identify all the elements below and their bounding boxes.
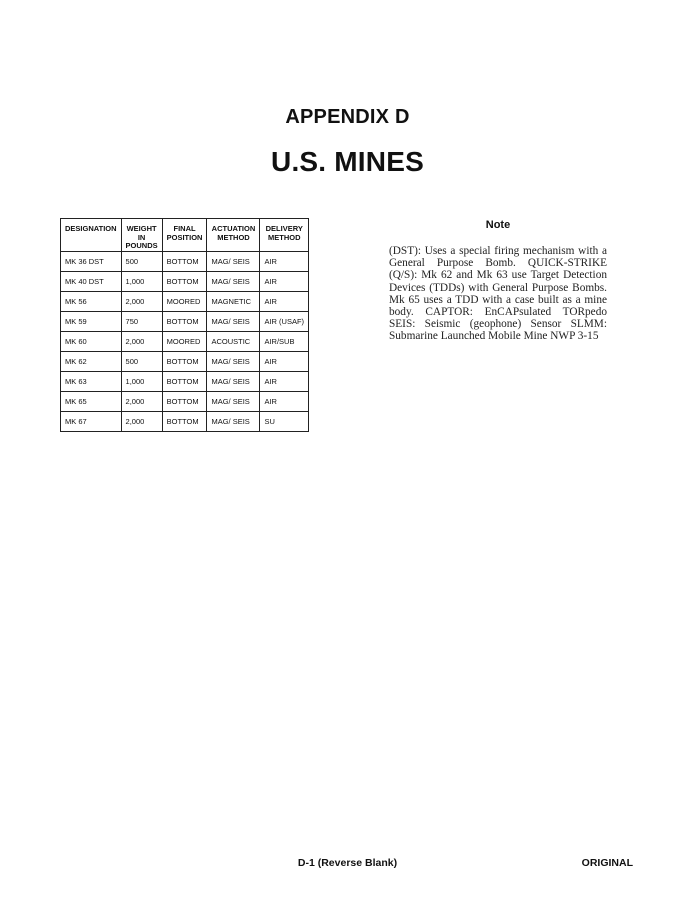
table-cell: MK 40 DST [61,272,122,292]
column-header-label: DESIGNATION [65,224,117,233]
table-cell: MK 62 [61,352,122,372]
table-row [61,332,309,352]
column-header [162,219,207,252]
table-cell: BOTTOM [162,392,207,412]
page-title: U.S. MINES [271,146,424,177]
table-cell: AIR [260,372,309,392]
table-cell: 1,000 [121,372,162,392]
table-cell: MOORED [162,332,207,352]
table-cell: MK 36 DST [61,252,122,272]
table-cell: 2,000 [121,332,162,352]
table-cell: MAG/ SEIS [207,252,260,272]
table-cell: SU [260,412,309,432]
table-row [61,352,309,372]
table-row [61,412,309,432]
table-cell: 500 [121,352,162,372]
table-cell: BOTTOM [162,312,207,332]
table-cell: 2,000 [121,392,162,412]
table-cell: MK 59 [61,312,122,332]
column-header [121,219,162,252]
table-cell: AIR/SUB [260,332,309,352]
table-cell: AIR [260,352,309,372]
mines-table [60,218,309,432]
table-cell: AIR [260,252,309,272]
table-cell: MK 56 [61,292,122,312]
table-cell: BOTTOM [162,252,207,272]
table-cell: MAG/ SEIS [207,412,260,432]
revision-status: ORIGINAL [581,857,633,869]
table-cell: AIR (USAF) [260,312,309,332]
table-cell: AIR [260,272,309,292]
table-cell: BOTTOM [162,372,207,392]
table-row [61,372,309,392]
table-cell: 500 [121,252,162,272]
column-header [207,219,260,252]
column-header-label: WEIGHT IN POUNDS [125,224,158,250]
table-cell: MOORED [162,292,207,312]
table-row [61,312,309,332]
table-cell: MAG/ SEIS [207,272,260,292]
table-row [61,292,309,312]
column-header-label: DELIVERY METHOD [265,224,303,242]
table-cell: MK 60 [61,332,122,352]
table-cell: MAGNETIC [207,292,260,312]
table-row [61,272,309,292]
table-cell: 2,000 [121,292,162,312]
table-cell: MAG/ SEIS [207,392,260,412]
table-cell: MAG/ SEIS [207,352,260,372]
table-cell: 750 [121,312,162,332]
table-cell: BOTTOM [162,412,207,432]
note-title: Note [485,219,511,231]
table-cell: MAG/ SEIS [207,312,260,332]
note-body: (DST): Uses a special firing mechanism with a General Purpose Bomb. QUICK-STRIKE (Q/S): Mk 62 and Mk 63 use Target Detection Devices (TDDs) with General Purpose Bombs. Mk 65 uses a TDD with a case built as a mine body. CAPTOR: EnCAPsulated TORpedo SEIS: Seismic (geophone) Sensor SLMM: Submarine Launched Mobile Mine NWP 3-15 [389,245,607,343]
appendix-heading: APPENDIX D [285,106,410,128]
table-cell: MK 65 [61,392,122,412]
table-header-row [61,219,309,252]
table-row [61,392,309,412]
page-number: D-1 (Reverse Blank) [297,857,398,869]
column-header-label: ACTUATION METHOD [211,224,256,242]
column-header [260,219,309,252]
column-header-label: FINAL POSITION [166,224,203,242]
table-cell: MK 67 [61,412,122,432]
table-cell: ACOUSTIC [207,332,260,352]
table-cell: 1,000 [121,272,162,292]
table-cell: BOTTOM [162,352,207,372]
table-cell: BOTTOM [162,272,207,292]
table-row [61,252,309,272]
column-header [61,219,122,252]
table-cell: AIR [260,392,309,412]
table-cell: 2,000 [121,412,162,432]
table-cell: MK 63 [61,372,122,392]
table-cell: MAG/ SEIS [207,372,260,392]
table-cell: AIR [260,292,309,312]
